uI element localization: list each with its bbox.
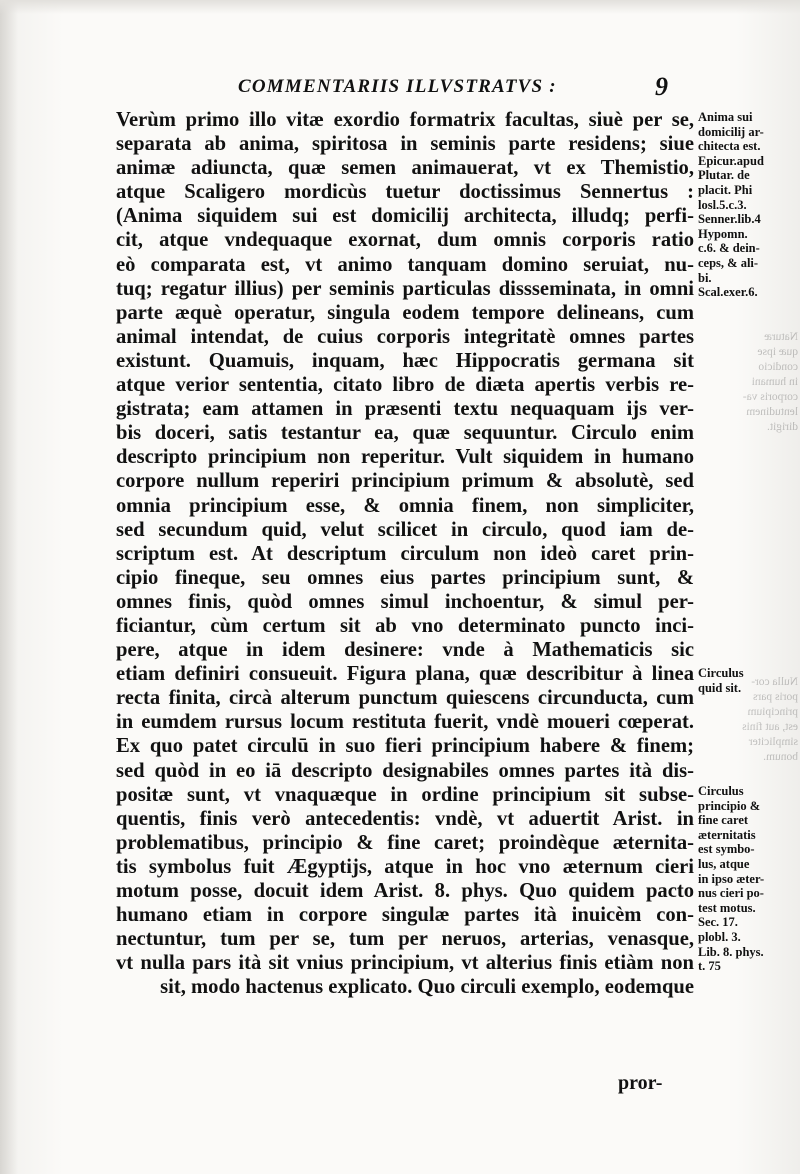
page-header	[238, 72, 668, 104]
margin-note-circulus-principio	[698, 784, 800, 974]
text-line: vt nulla pars ità sit vnius principium, vt alterius finis etiàm non	[116, 952, 694, 975]
margin-note-line: bi.	[698, 270, 712, 285]
running-head: COMMENTARIIS ILLVSTRATVS :	[238, 76, 557, 97]
margin-note-line: æternitatis	[698, 827, 756, 842]
page-top-shadow	[0, 0, 800, 14]
text-line: corpore nullum reperiri principium primum & absolutè, sed	[116, 470, 694, 493]
text-line: in eumdem rursus locum restituta fuerit, vndè moueri cœperat.	[116, 711, 694, 734]
text-line: descripto principium non reperitur. Vult siquidem in humano	[116, 446, 694, 469]
text-line: tuq; regatur illius) per seminis particulas dissseminata, in omni	[116, 277, 694, 300]
margin-note-line: c.6. & dein-	[698, 241, 760, 256]
margin-note-line: lus, atque	[698, 856, 750, 871]
text-line: animal intendat, de cuius corporis integritatè omnes partes	[116, 325, 694, 348]
text-line: sed quòd in eo iā descripto designabiles omnes partes ità dis-	[116, 759, 694, 782]
text-line: tis symbolus fuit Ægyptijs, atque in hoc vno æternum cieri	[116, 855, 694, 878]
text-line: humano etiam in corpore singulæ partes ità inuicèm con-	[116, 904, 694, 927]
margin-note-line: Circulus	[698, 666, 744, 680]
margin-note-line: Epicur.apud	[698, 153, 764, 168]
margin-note-line: fine caret	[698, 813, 749, 828]
text-line: recta finita, circà alterum punctum quiescens circunducta, cum	[116, 687, 694, 710]
text-line: atque verior sententia, citato libro de diæta apertis verbis re-	[116, 374, 694, 397]
margin-note-line: ceps, & ali-	[698, 255, 759, 270]
margin-note-line: losl.5.c.3.	[698, 197, 747, 212]
margin-note-line: Sec. 17.	[698, 915, 738, 930]
margin-note-line: Scal.exer.6.	[698, 285, 758, 300]
text-line: ficiantur, cùm certum sit ab vno determinato puncto inci-	[116, 614, 694, 637]
margin-note-line: Senner.lib.4	[698, 212, 761, 227]
margin-note-line: nus cieri po-	[698, 886, 764, 901]
margin-note-line: est symbo-	[698, 842, 755, 857]
margin-note-line: in ipso æter-	[698, 871, 765, 886]
text-line: scriptum est. At descriptum circulum non ideò caret prin-	[116, 542, 694, 565]
text-line: positæ sunt, vt vnaquæque in ordine principium sit subse-	[116, 783, 694, 806]
margin-note-circulus-quid	[698, 666, 800, 695]
margin-note-anima	[698, 110, 800, 300]
text-line: Verùm primo illo vitæ exordio formatrix facultas, siuè per se,	[116, 109, 694, 131]
text-line: animæ adiuncta, quæ semen animauerat, vt ex Themistio,	[116, 157, 694, 180]
text-line: etiam definiri consueuit. Figura plana, quæ describitur à linea	[116, 663, 694, 686]
margin-note-line: t. 75	[698, 959, 721, 974]
text-line: cipio fineque, seu omnes eius partes principium sunt, &	[116, 566, 694, 589]
margin-note-line: Plutar. de	[698, 168, 750, 183]
text-line: eò comparata est, vt animo tanquam domino seruiat, nu-	[116, 253, 694, 276]
text-line: sit, modo hactenus explicato. Quo circuli exemplo, eodemque	[160, 976, 694, 999]
margin-note-line: placit. Phi	[698, 182, 753, 197]
text-line: cit, atque vndequaque exornat, dum omnis corporis ratio	[116, 229, 694, 252]
main-text-block	[116, 108, 694, 999]
page-gutter-shadow	[0, 0, 18, 1174]
text-line: Ex quo patet circulū in suo fieri principium habere & finem;	[116, 735, 694, 758]
show-through-text: Naturæ quæ ipse condicio in humani corporis va- lentudinem dirigit.	[742, 331, 798, 433]
margin-note-line: domicilij ar-	[698, 124, 764, 139]
text-line: gistrata; eam attamen in præsenti textu nequaquam ijs ver-	[116, 398, 694, 421]
text-line: problematibus, principio & fine caret; proindèque æternita-	[116, 831, 694, 854]
text-line: bis doceri, satis testantur ea, quæ sequuntur. Circulo enim	[116, 422, 694, 445]
show-through-text-lower: Nulla cor- poris pars principium est, aut finis simpliciter bonum.	[742, 676, 798, 763]
page-number: 9	[655, 72, 668, 101]
margin-note-line: Lib. 8. phys.	[698, 944, 764, 959]
text-line: separata ab anima, spiritosa in seminis parte residens; siue	[116, 133, 694, 156]
catchword: pror-	[618, 1072, 663, 1094]
text-line: omnia principium esse, & omnia finem, non simpliciter,	[116, 494, 694, 517]
text-line: atque Scaligero mordicùs tuetur doctissimus Sennertus :	[116, 181, 694, 204]
margin-note-line: plobl. 3.	[698, 929, 741, 944]
text-line: pere, atque in idem desinere: vnde à Mathematicis sic	[116, 639, 694, 662]
text-line: quentis, finis verò antecedentis: vndè, vt aduertit Arist. in	[116, 807, 694, 830]
margin-note-line: principio &	[698, 798, 761, 813]
margin-note-line: Hypomn.	[698, 226, 748, 241]
text-line: omnes finis, quòd omnes simul inchoentur, & simul per-	[116, 590, 694, 613]
margin-note-line: Circulus	[698, 784, 744, 798]
margin-note-line: quid sit.	[698, 680, 742, 695]
margin-note-line: Anima sui	[698, 110, 753, 124]
text-line: sed secundum quid, velut scilicet in circulo, quod iam de-	[116, 518, 694, 541]
text-line: parte æquè operatur, singula eodem tempore delineans, cum	[116, 301, 694, 324]
margin-note-line: test motus.	[698, 900, 756, 915]
text-line: existunt. Quamuis, inquam, hæc Hippocratis germana sit	[116, 349, 694, 372]
text-line: (Anima siquidem sui est domicilij architecta, illudq; perfi-	[116, 205, 694, 228]
margin-note-line: chitecta est.	[698, 139, 761, 154]
text-line: motum posse, docuit idem Arist. 8. phys. Quo quidem pacto	[116, 880, 694, 902]
text-line: nectuntur, tum per se, tum per neruos, arterias, venasque,	[116, 928, 694, 951]
